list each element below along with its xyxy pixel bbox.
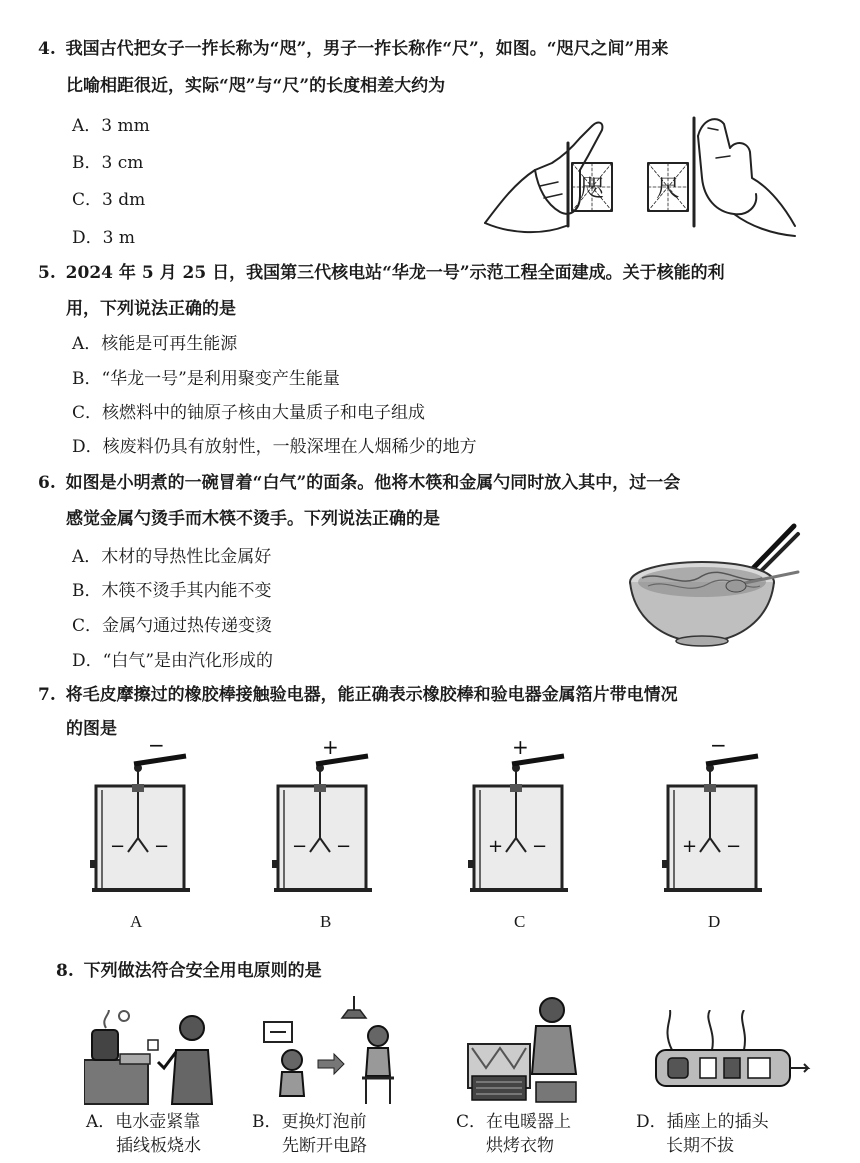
q8-option-b-letter: B． bbox=[252, 1112, 282, 1132]
q8-option-b-line2: 先断开电路 bbox=[282, 1136, 367, 1156]
q4-option-d[interactable]: D．3 m bbox=[72, 228, 135, 248]
q8-number: 8. bbox=[56, 961, 74, 981]
q4-zhi-char: 咫 bbox=[580, 174, 604, 202]
q8-option-a-line1: 电水壶紧靠 bbox=[115, 1112, 201, 1132]
q5-number: 5. bbox=[38, 263, 56, 283]
electroscope-a-right-sign: − bbox=[154, 836, 170, 857]
q6-stem-text1: 如图是小明煮的一碗冒着“白气”的面条。他将木筷和金属勺同时放入其中，过一会 bbox=[65, 473, 681, 493]
q7-stem-line2: 的图是 bbox=[66, 719, 117, 739]
electroscope-c-left-sign: + bbox=[488, 836, 504, 857]
q5-option-d[interactable]: D．核废料仍具有放射性，一般深埋在人烟稀少的地方 bbox=[72, 437, 477, 457]
q8-picture-a[interactable] bbox=[84, 1010, 224, 1105]
q6-number: 6. bbox=[38, 473, 56, 493]
q8-option-b-line1: 更换灯泡前 bbox=[281, 1112, 367, 1132]
electroscope-a[interactable] bbox=[88, 740, 198, 900]
q8-stem-text: 下列做法符合安全用电原则的是 bbox=[83, 961, 322, 981]
q8-option-d-letter: D． bbox=[636, 1112, 667, 1132]
q5-stem-line2: 用，下列说法正确的是 bbox=[66, 299, 236, 319]
q8-option-b[interactable] bbox=[252, 1110, 367, 1158]
electroscope-b-rod-sign: + bbox=[322, 740, 339, 759]
electroscope-a-label: A bbox=[130, 912, 143, 931]
q8-option-a-letter: A． bbox=[86, 1112, 116, 1132]
q8-option-d[interactable] bbox=[636, 1110, 769, 1158]
q8-stem-line bbox=[56, 960, 322, 982]
electroscope-b-right-sign: − bbox=[336, 836, 352, 857]
electroscope-a-rod-sign: − bbox=[148, 740, 165, 757]
electroscope-c[interactable] bbox=[466, 740, 576, 900]
q4-number: 4. bbox=[38, 39, 56, 59]
q6-bowl-figure bbox=[622, 520, 802, 650]
q6-stem-line2: 感觉金属勺烫手而木筷不烫手。下列说法正确的是 bbox=[66, 509, 440, 529]
q8-picture-b[interactable] bbox=[262, 996, 402, 1106]
q8-option-d-line2: 长期不拔 bbox=[666, 1136, 734, 1156]
electroscope-c-label: C bbox=[514, 912, 526, 931]
q4-hands-figure bbox=[480, 108, 800, 243]
q8-option-a[interactable] bbox=[86, 1110, 201, 1158]
q4-chi-char: 尺 bbox=[656, 174, 680, 202]
q5-option-c[interactable]: C．核燃料中的铀原子核由大量质子和电子组成 bbox=[72, 403, 426, 423]
electroscope-d-right-sign: − bbox=[726, 836, 742, 857]
q7-stem-text1: 将毛皮摩擦过的橡胶棒接触验电器，能正确表示橡胶棒和验电器金属箔片带电情况 bbox=[65, 685, 678, 705]
q6-option-c[interactable]: C．金属勺通过热传递变烫 bbox=[72, 616, 273, 636]
q6-option-d[interactable]: D．“白气”是由汽化形成的 bbox=[72, 651, 274, 671]
q4-stem-line1 bbox=[38, 38, 668, 60]
electroscope-d[interactable] bbox=[660, 740, 770, 900]
electroscope-b-left-sign: − bbox=[292, 836, 308, 857]
electroscope-b-label: B bbox=[320, 912, 332, 931]
electroscope-d-left-sign: + bbox=[682, 836, 698, 857]
q8-picture-c[interactable] bbox=[466, 996, 586, 1106]
electroscope-d-rod-sign: − bbox=[710, 740, 727, 757]
q7-stem-line1 bbox=[38, 684, 678, 706]
q8-option-c-letter: C． bbox=[456, 1112, 487, 1132]
q5-option-b[interactable]: B．“华龙一号”是利用聚变产生能量 bbox=[72, 369, 340, 389]
electroscope-c-right-sign: − bbox=[532, 836, 548, 857]
q8-option-c[interactable] bbox=[456, 1110, 571, 1158]
q5-option-a[interactable]: A．核能是可再生能源 bbox=[72, 334, 238, 354]
q4-option-a[interactable]: A．3 mm bbox=[72, 116, 150, 136]
q5-stem-text1: 2024 年 5 月 25 日，我国第三代核电站“华龙一号”示范工程全面建成。关于核能的利 bbox=[65, 263, 725, 283]
q6-option-b[interactable]: B．木筷不烫手其内能不变 bbox=[72, 581, 272, 601]
electroscope-a-left-sign: − bbox=[110, 836, 126, 857]
q4-option-c[interactable]: C．3 dm bbox=[72, 190, 146, 210]
q8-picture-d[interactable] bbox=[652, 1010, 812, 1100]
q4-stem-text1: 我国古代把女子一拃长称为“咫”，男子一拃长称作“尺”，如图。“咫尺之间”用来 bbox=[65, 39, 669, 59]
electroscope-c-rod-sign: + bbox=[512, 740, 529, 759]
q5-stem-line1 bbox=[38, 262, 725, 284]
q8-option-d-line1: 插座上的插头 bbox=[666, 1112, 769, 1132]
electroscope-d-label: D bbox=[708, 912, 721, 931]
q8-option-c-line1: 在电暖器上 bbox=[486, 1112, 572, 1132]
q8-option-a-line2: 插线板烧水 bbox=[116, 1136, 201, 1156]
q7-number: 7. bbox=[38, 685, 56, 705]
q6-option-a[interactable]: A．木材的导热性比金属好 bbox=[72, 547, 272, 567]
q4-option-b[interactable]: B．3 cm bbox=[72, 153, 144, 173]
q6-stem-line1 bbox=[38, 472, 680, 494]
q4-stem-line2: 比喻相距很近，实际“咫”与“尺”的长度相差大约为 bbox=[66, 76, 446, 96]
q8-option-c-line2: 烘烤衣物 bbox=[486, 1136, 554, 1156]
electroscope-b[interactable] bbox=[270, 740, 380, 900]
